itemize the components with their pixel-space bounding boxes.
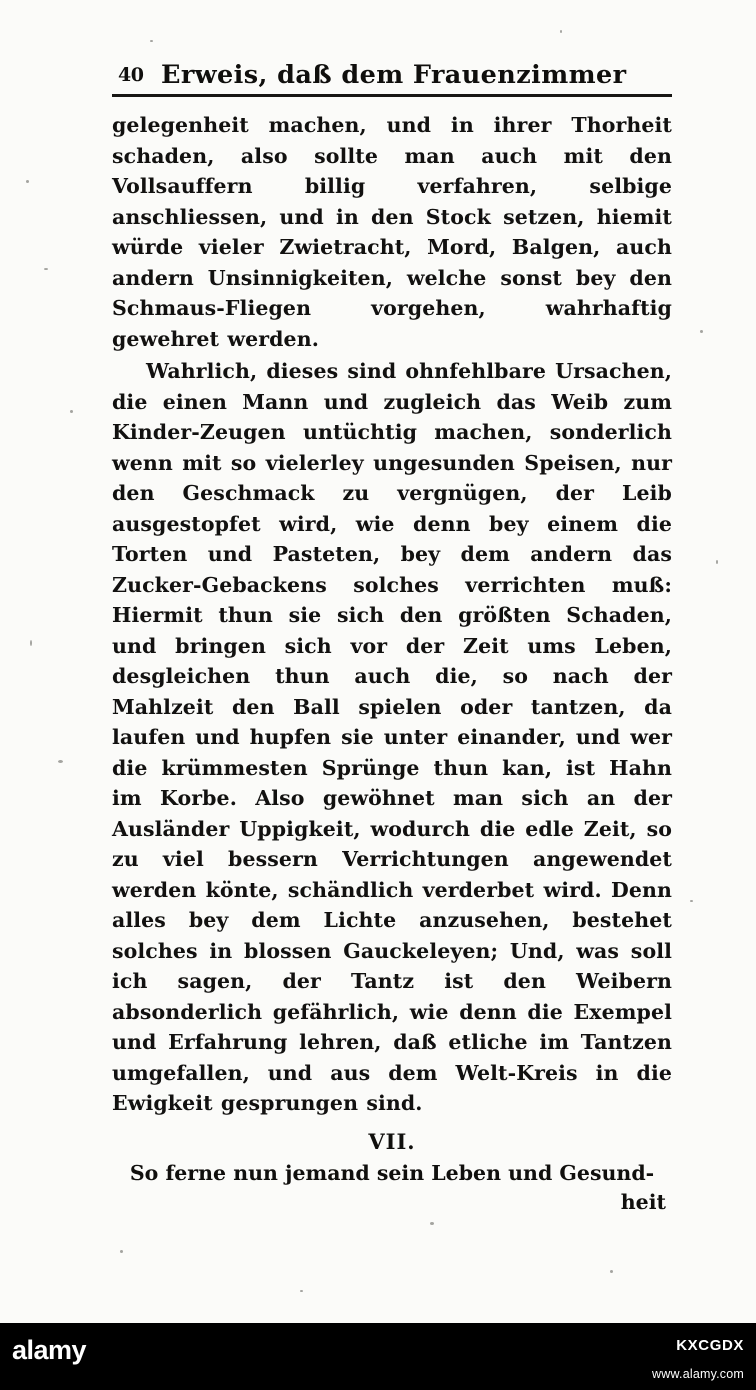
section-number: VII. — [368, 1128, 416, 1154]
scan-speck — [430, 1222, 434, 1225]
page-number: 40 — [118, 64, 144, 86]
page-text-column — [112, 60, 672, 1214]
scan-speck — [610, 1270, 613, 1273]
scan-speck — [560, 30, 562, 33]
alamy-logo: alamy — [12, 1335, 87, 1365]
scan-speck — [70, 410, 73, 413]
image-id: KXCGDX — [676, 1337, 744, 1354]
watermark-bar — [0, 1323, 756, 1390]
running-head-title: Erweis, daß dem Frauenzimmer — [161, 60, 627, 89]
scan-speck — [700, 330, 703, 333]
catch-line: So ferne nun jemand sein Leben und Gesund- — [129, 1160, 655, 1185]
catch-word: heit — [620, 1189, 666, 1214]
scan-speck — [26, 180, 29, 183]
scan-speck — [58, 760, 63, 763]
running-head — [112, 62, 672, 87]
paragraph-2: Wahrlich, dieses sind ohnfehlbare Ursachen, die einen Mann und zugleich das Weib zum Kinder-Zeugen untüchtig machen, sonderlich wenn mit so vielerley ungesunden Speisen, nur den Geschmack zu vergnügen, der Leib ausgestopfet wird, wie denn bey einem die Torten und Pasteten, bey dem andern das Zucker-Gebackens solches verrichten muß: Hiermit thun sie sich den größten Schaden, und bringen sich vor der Zeit ums Leben, desgleichen thun auch die, so nach der Mahlzeit den Ball spielen oder tantzen, da laufen und hupfen sie unter einander, und wer die krümmesten Sprünge thun kan, ist Hahn im Korbe. Also gewöhnet man sich an der Ausländer Uppigkeit, wodurch die edle Zeit, so zu viel bessern Verrichtungen angewendet werden könte, schändlich verderbet wird. Denn alles bey dem Lichte anzusehen, bestehet solches in blossen Gauckeleyen; Und, was soll ich sagen, der Tantz ist den Weibern absonderlich gefährlich, wie denn die Exempel und Erfahrung lehren, daß etliche im Tantzen umgefallen, und aus dem Welt-Kreis in die Ewigkeit gesprungen sind. — [112, 359, 672, 1115]
scan-speck — [716, 560, 718, 564]
scan-speck — [120, 1250, 123, 1253]
alamy-url: www.alamy.com — [652, 1367, 744, 1381]
scan-speck — [150, 40, 153, 42]
head-rule — [112, 94, 672, 97]
scan-speck — [30, 640, 32, 646]
scan-speck — [300, 1290, 303, 1292]
scan-speck — [44, 268, 48, 270]
paragraph-1: gelegenheit machen, und in ihrer Thorheit schaden, also sollte man auch mit den Vollsauffern billig verfahren, selbige anschliessen, und in den Stock setzen, hiemit würde vieler Zwietracht, Mord, Balgen, auch andern Unsinnigkeiten, welche sonst bey den Schmaus-Fliegen vorgehen, wahrhaftig gewehret werden. — [112, 113, 672, 351]
scan-speck — [690, 900, 693, 902]
